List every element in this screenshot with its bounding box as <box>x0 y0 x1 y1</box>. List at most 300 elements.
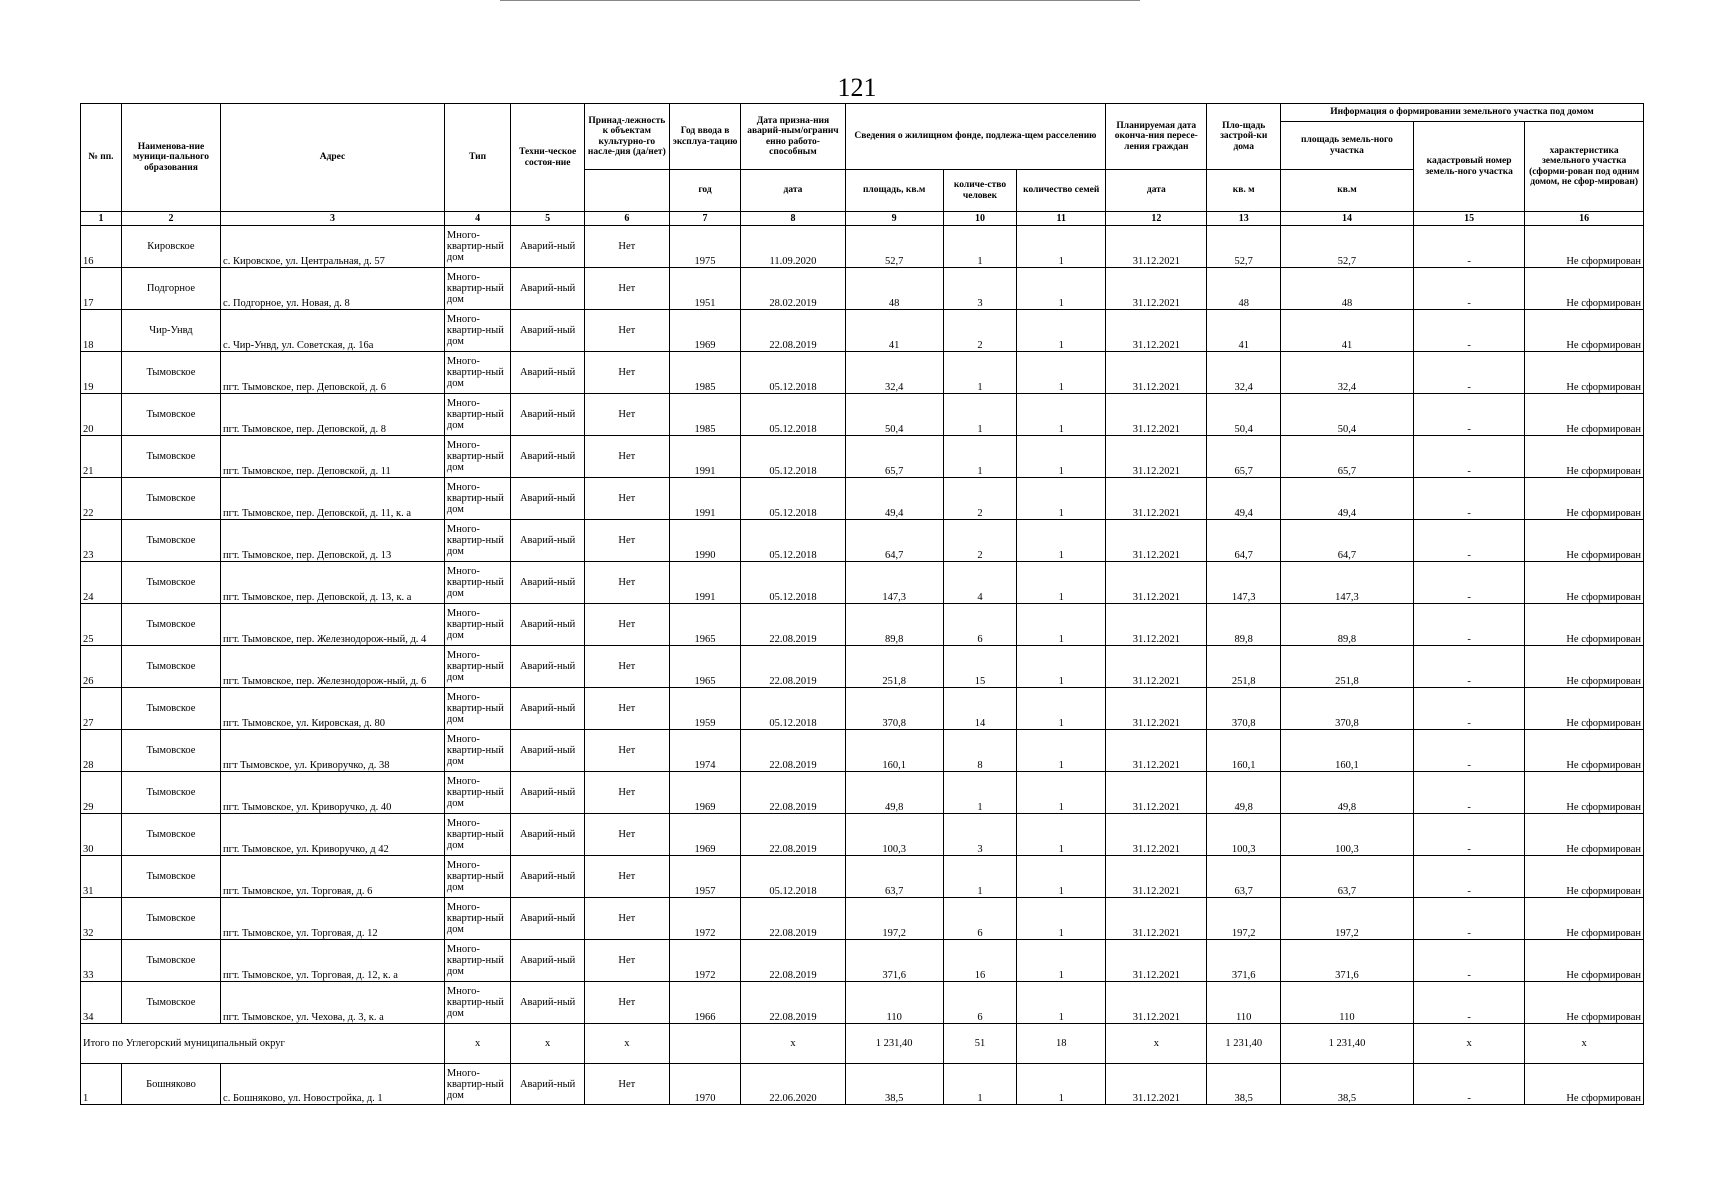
header-unit-sqm: кв. м <box>1207 170 1281 212</box>
cultural-heritage-cell: Нет <box>584 646 669 688</box>
building-type-cell: Много-квартир-ный дом <box>444 982 510 1024</box>
total-cultural: x <box>584 1024 669 1064</box>
people-count-cell: 2 <box>943 310 1017 352</box>
cultural-heritage-cell: Нет <box>584 226 669 268</box>
table-row <box>81 268 1644 310</box>
tech-state-cell: Аварий-ный <box>511 1064 585 1105</box>
family-count-cell: 1 <box>1017 856 1106 898</box>
table-body <box>81 226 1644 1105</box>
land-area-cell: 251,8 <box>1281 646 1414 688</box>
table-row <box>81 940 1644 982</box>
total-build-area: 1 231,40 <box>1207 1024 1281 1064</box>
build-area-cell: 49,8 <box>1207 772 1281 814</box>
area-cell: 50,4 <box>845 394 943 436</box>
planned-date-cell: 31.12.2021 <box>1106 646 1207 688</box>
header-unit-people: количе-ство человек <box>943 170 1017 212</box>
cultural-heritage-cell: Нет <box>584 814 669 856</box>
cadastral-number-cell: - <box>1413 226 1524 268</box>
year-cell: 1965 <box>669 604 741 646</box>
year-cell: 1990 <box>669 520 741 562</box>
cadastral-number-cell: - <box>1413 688 1524 730</box>
planned-date-cell: 31.12.2021 <box>1106 772 1207 814</box>
header-unit-date: дата <box>741 170 845 212</box>
year-cell: 1970 <box>669 1064 741 1105</box>
municipality-cell: Тымовское <box>121 520 220 562</box>
cadastral-number-cell: - <box>1413 814 1524 856</box>
emergency-date-cell: 22.08.2019 <box>741 898 845 940</box>
planned-date-cell: 31.12.2021 <box>1106 268 1207 310</box>
header-unit-families: количество семей <box>1017 170 1106 212</box>
cadastral-number-cell: - <box>1413 478 1524 520</box>
header-unit-cultural-tail <box>584 170 669 212</box>
area-cell: 63,7 <box>845 856 943 898</box>
cadastral-number-cell: - <box>1413 352 1524 394</box>
total-tech: x <box>511 1024 585 1064</box>
housing-table <box>80 103 1644 1105</box>
year-cell: 1991 <box>669 562 741 604</box>
address-cell: пгт. Тымовское, ул. Криворучко, д 42 <box>221 814 445 856</box>
address-cell: пгт. Тымовское, ул. Чехова, д. 3, к. а <box>221 982 445 1024</box>
land-characteristic-cell: Не сформирован <box>1525 1064 1644 1105</box>
header-tech-state: Техни-ческое состоя-ние <box>511 104 585 212</box>
cultural-heritage-cell: Нет <box>584 940 669 982</box>
column-number-row <box>81 212 1644 226</box>
planned-date-cell: 31.12.2021 <box>1106 436 1207 478</box>
family-count-cell: 1 <box>1017 352 1106 394</box>
land-characteristic-cell: Не сформирован <box>1525 646 1644 688</box>
area-cell: 147,3 <box>845 562 943 604</box>
emergency-date-cell: 22.08.2019 <box>741 646 845 688</box>
people-count-cell: 1 <box>943 352 1017 394</box>
column-number: 9 <box>845 212 943 226</box>
planned-date-cell: 31.12.2021 <box>1106 1064 1207 1105</box>
emergency-date-cell: 05.12.2018 <box>741 856 845 898</box>
building-type-cell: Много-квартир-ный дом <box>444 898 510 940</box>
header-housing-group: Сведения о жилищном фонде, подлежа-щем расселению <box>845 104 1106 170</box>
land-characteristic-cell: Не сформирован <box>1525 772 1644 814</box>
municipality-cell: Тымовское <box>121 814 220 856</box>
municipality-cell: Тымовское <box>121 394 220 436</box>
table-row <box>81 562 1644 604</box>
municipality-cell: Кировское <box>121 226 220 268</box>
table-row <box>81 982 1644 1024</box>
emergency-date-cell: 22.08.2019 <box>741 730 845 772</box>
row-number-cell: 33 <box>81 940 122 982</box>
total-label: Итого по Углегорский муниципальный округ <box>81 1024 445 1064</box>
planned-date-cell: 31.12.2021 <box>1106 730 1207 772</box>
table-row <box>81 604 1644 646</box>
land-characteristic-cell: Не сформирован <box>1525 856 1644 898</box>
building-type-cell: Много-квартир-ный дом <box>444 562 510 604</box>
cultural-heritage-cell: Нет <box>584 1064 669 1105</box>
cultural-heritage-cell: Нет <box>584 772 669 814</box>
land-characteristic-cell: Не сформирован <box>1525 562 1644 604</box>
cadastral-number-cell: - <box>1413 268 1524 310</box>
building-type-cell: Много-квартир-ный дом <box>444 646 510 688</box>
row-number-cell: 34 <box>81 982 122 1024</box>
column-number: 15 <box>1413 212 1524 226</box>
row-number-cell: 23 <box>81 520 122 562</box>
header-unit-date2: дата <box>1106 170 1207 212</box>
land-area-cell: 160,1 <box>1281 730 1414 772</box>
family-count-cell: 1 <box>1017 436 1106 478</box>
building-type-cell: Много-квартир-ный дом <box>444 814 510 856</box>
header-land-characteristic: характеристика земельного участка (сформи-рован под одним домом, не сфор-мирован) <box>1525 122 1644 212</box>
column-number: 1 <box>81 212 122 226</box>
land-characteristic-cell: Не сформирован <box>1525 436 1644 478</box>
column-number: 6 <box>584 212 669 226</box>
header-number: № пп. <box>81 104 122 212</box>
people-count-cell: 2 <box>943 520 1017 562</box>
land-area-cell: 147,3 <box>1281 562 1414 604</box>
column-number: 2 <box>121 212 220 226</box>
family-count-cell: 1 <box>1017 562 1106 604</box>
address-cell: пгт. Тымовское, пер. Деповской, д. 6 <box>221 352 445 394</box>
build-area-cell: 89,8 <box>1207 604 1281 646</box>
address-cell: пгт Тымовское, ул. Криворучко, д. 38 <box>221 730 445 772</box>
land-characteristic-cell: Не сформирован <box>1525 520 1644 562</box>
address-cell: с. Подгорное, ул. Новая, д. 8 <box>221 268 445 310</box>
land-area-cell: 49,4 <box>1281 478 1414 520</box>
emergency-date-cell: 05.12.2018 <box>741 352 845 394</box>
people-count-cell: 1 <box>943 1064 1017 1105</box>
family-count-cell: 1 <box>1017 982 1106 1024</box>
emergency-date-cell: 22.08.2019 <box>741 772 845 814</box>
building-type-cell: Много-квартир-ный дом <box>444 772 510 814</box>
emergency-date-cell: 22.08.2019 <box>741 604 845 646</box>
area-cell: 370,8 <box>845 688 943 730</box>
building-type-cell: Много-квартир-ный дом <box>444 730 510 772</box>
land-area-cell: 110 <box>1281 982 1414 1024</box>
build-area-cell: 50,4 <box>1207 394 1281 436</box>
tech-state-cell: Аварий-ный <box>511 730 585 772</box>
emergency-date-cell: 11.09.2020 <box>741 226 845 268</box>
build-area-cell: 49,4 <box>1207 478 1281 520</box>
row-number-cell: 19 <box>81 352 122 394</box>
table-row <box>81 520 1644 562</box>
row-number-cell: 28 <box>81 730 122 772</box>
table-row <box>81 478 1644 520</box>
building-type-cell: Много-квартир-ный дом <box>444 310 510 352</box>
header-cultural: Принад-лежность к объектам культурно-го насле-дия (да/нет) <box>584 104 669 170</box>
build-area-cell: 197,2 <box>1207 898 1281 940</box>
header-cadastral: кадастровый номер земель-ного участка <box>1413 122 1524 212</box>
tech-state-cell: Аварий-ный <box>511 940 585 982</box>
cadastral-number-cell: - <box>1413 730 1524 772</box>
header-type: Тип <box>444 104 510 212</box>
total-cadastral: x <box>1413 1024 1524 1064</box>
year-cell: 1969 <box>669 310 741 352</box>
people-count-cell: 6 <box>943 982 1017 1024</box>
tech-state-cell: Аварий-ный <box>511 436 585 478</box>
land-characteristic-cell: Не сформирован <box>1525 814 1644 856</box>
cadastral-number-cell: - <box>1413 646 1524 688</box>
table-row <box>81 1064 1644 1105</box>
cultural-heritage-cell: Нет <box>584 898 669 940</box>
tech-state-cell: Аварий-ный <box>511 478 585 520</box>
cadastral-number-cell: - <box>1413 772 1524 814</box>
emergency-date-cell: 22.08.2019 <box>741 982 845 1024</box>
row-number-cell: 29 <box>81 772 122 814</box>
area-cell: 38,5 <box>845 1064 943 1105</box>
area-cell: 100,3 <box>845 814 943 856</box>
tech-state-cell: Аварий-ный <box>511 394 585 436</box>
land-characteristic-cell: Не сформирован <box>1525 268 1644 310</box>
year-cell: 1965 <box>669 646 741 688</box>
row-number-cell: 24 <box>81 562 122 604</box>
table-row <box>81 310 1644 352</box>
total-land-characteristic: x <box>1525 1024 1644 1064</box>
address-cell: пгт. Тымовское, ул. Криворучко, д. 40 <box>221 772 445 814</box>
build-area-cell: 160,1 <box>1207 730 1281 772</box>
tech-state-cell: Аварий-ный <box>511 688 585 730</box>
emergency-date-cell: 22.06.2020 <box>741 1064 845 1105</box>
planned-date-cell: 31.12.2021 <box>1106 688 1207 730</box>
building-type-cell: Много-квартир-ный дом <box>444 394 510 436</box>
municipality-cell: Бошняково <box>121 1064 220 1105</box>
header-land-group: Информация о формировании земельного участка под домом <box>1281 104 1644 122</box>
header-unit-year: год <box>669 170 741 212</box>
cadastral-number-cell: - <box>1413 856 1524 898</box>
header-unit-area: площадь, кв.м <box>845 170 943 212</box>
cadastral-number-cell: - <box>1413 562 1524 604</box>
build-area-cell: 52,7 <box>1207 226 1281 268</box>
year-cell: 1985 <box>669 352 741 394</box>
planned-date-cell: 31.12.2021 <box>1106 520 1207 562</box>
table-row <box>81 856 1644 898</box>
area-cell: 52,7 <box>845 226 943 268</box>
people-count-cell: 1 <box>943 226 1017 268</box>
row-number-cell: 18 <box>81 310 122 352</box>
total-people: 51 <box>943 1024 1017 1064</box>
cadastral-number-cell: - <box>1413 436 1524 478</box>
land-characteristic-cell: Не сформирован <box>1525 730 1644 772</box>
address-cell: пгт. Тымовское, пер. Деповской, д. 11, к. а <box>221 478 445 520</box>
build-area-cell: 370,8 <box>1207 688 1281 730</box>
column-number: 4 <box>444 212 510 226</box>
header-unit-sqm2: кв.м <box>1281 170 1414 212</box>
table-row <box>81 730 1644 772</box>
build-area-cell: 48 <box>1207 268 1281 310</box>
tech-state-cell: Аварий-ный <box>511 352 585 394</box>
tech-state-cell: Аварий-ный <box>511 604 585 646</box>
planned-date-cell: 31.12.2021 <box>1106 352 1207 394</box>
family-count-cell: 1 <box>1017 898 1106 940</box>
area-cell: 371,6 <box>845 940 943 982</box>
build-area-cell: 251,8 <box>1207 646 1281 688</box>
building-type-cell: Много-квартир-ный дом <box>444 226 510 268</box>
planned-date-cell: 31.12.2021 <box>1106 226 1207 268</box>
column-number: 7 <box>669 212 741 226</box>
row-number-cell: 30 <box>81 814 122 856</box>
people-count-cell: 2 <box>943 478 1017 520</box>
family-count-cell: 1 <box>1017 310 1106 352</box>
build-area-cell: 147,3 <box>1207 562 1281 604</box>
building-type-cell: Много-квартир-ный дом <box>444 688 510 730</box>
year-cell: 1991 <box>669 478 741 520</box>
year-cell: 1969 <box>669 814 741 856</box>
land-area-cell: 48 <box>1281 268 1414 310</box>
cadastral-number-cell: - <box>1413 1064 1524 1105</box>
cultural-heritage-cell: Нет <box>584 562 669 604</box>
address-cell: с. Чир-Унвд, ул. Советская, д. 16а <box>221 310 445 352</box>
emergency-date-cell: 22.08.2019 <box>741 814 845 856</box>
address-cell: пгт. Тымовское, пер. Деповской, д. 11 <box>221 436 445 478</box>
people-count-cell: 3 <box>943 268 1017 310</box>
build-area-cell: 110 <box>1207 982 1281 1024</box>
emergency-date-cell: 05.12.2018 <box>741 688 845 730</box>
area-cell: 89,8 <box>845 604 943 646</box>
row-number-cell: 1 <box>81 1064 122 1105</box>
land-characteristic-cell: Не сформирован <box>1525 310 1644 352</box>
people-count-cell: 16 <box>943 940 1017 982</box>
build-area-cell: 41 <box>1207 310 1281 352</box>
header-emergency-date: Дата призна-ния аварий-ным/огранич енно работо-способным <box>741 104 845 170</box>
area-cell: 49,4 <box>845 478 943 520</box>
area-cell: 48 <box>845 268 943 310</box>
municipality-cell: Чир-Унвд <box>121 310 220 352</box>
building-type-cell: Много-квартир-ный дом <box>444 940 510 982</box>
planned-date-cell: 31.12.2021 <box>1106 478 1207 520</box>
land-area-cell: 64,7 <box>1281 520 1414 562</box>
planned-date-cell: 31.12.2021 <box>1106 898 1207 940</box>
building-type-cell: Много-квартир-ный дом <box>444 604 510 646</box>
cadastral-number-cell: - <box>1413 898 1524 940</box>
column-number: 5 <box>511 212 585 226</box>
header-address: Адрес <box>221 104 445 212</box>
family-count-cell: 1 <box>1017 940 1106 982</box>
area-cell: 49,8 <box>845 772 943 814</box>
planned-date-cell: 31.12.2021 <box>1106 856 1207 898</box>
table-row <box>81 688 1644 730</box>
year-cell: 1951 <box>669 268 741 310</box>
family-count-cell: 1 <box>1017 814 1106 856</box>
tech-state-cell: Аварий-ный <box>511 310 585 352</box>
header-planned-date: Планируемая дата оконча-ния пересе-ления граждан <box>1106 104 1207 170</box>
area-cell: 110 <box>845 982 943 1024</box>
municipality-cell: Тымовское <box>121 688 220 730</box>
people-count-cell: 1 <box>943 394 1017 436</box>
column-number: 3 <box>221 212 445 226</box>
year-cell: 1959 <box>669 688 741 730</box>
row-number-cell: 22 <box>81 478 122 520</box>
address-cell: пгт. Тымовское, пер. Деповской, д. 13 <box>221 520 445 562</box>
table-row <box>81 436 1644 478</box>
address-cell: пгт. Тымовское, ул. Торговая, д. 12, к. а <box>221 940 445 982</box>
column-number: 13 <box>1207 212 1281 226</box>
building-type-cell: Много-квартир-ный дом <box>444 268 510 310</box>
build-area-cell: 63,7 <box>1207 856 1281 898</box>
cultural-heritage-cell: Нет <box>584 730 669 772</box>
municipality-cell: Тымовское <box>121 730 220 772</box>
family-count-cell: 1 <box>1017 646 1106 688</box>
planned-date-cell: 31.12.2021 <box>1106 940 1207 982</box>
land-area-cell: 100,3 <box>1281 814 1414 856</box>
address-cell: пгт. Тымовское, ул. Кировская, д. 80 <box>221 688 445 730</box>
address-cell: пгт. Тымовское, пер. Деповской, д. 13, к. а <box>221 562 445 604</box>
people-count-cell: 6 <box>943 604 1017 646</box>
cultural-heritage-cell: Нет <box>584 856 669 898</box>
tech-state-cell: Аварий-ный <box>511 646 585 688</box>
building-type-cell: Много-квартир-ный дом <box>444 520 510 562</box>
cultural-heritage-cell: Нет <box>584 394 669 436</box>
cultural-heritage-cell: Нет <box>584 688 669 730</box>
column-number: 14 <box>1281 212 1414 226</box>
cadastral-number-cell: - <box>1413 520 1524 562</box>
address-cell: пгт. Тымовское, пер. Деповской, д. 8 <box>221 394 445 436</box>
cultural-heritage-cell: Нет <box>584 982 669 1024</box>
column-number: 11 <box>1017 212 1106 226</box>
total-planned-date: x <box>1106 1024 1207 1064</box>
land-area-cell: 89,8 <box>1281 604 1414 646</box>
header-municipality: Наименова-ние муници-пального образования <box>121 104 220 212</box>
land-characteristic-cell: Не сформирован <box>1525 898 1644 940</box>
area-cell: 41 <box>845 310 943 352</box>
build-area-cell: 64,7 <box>1207 520 1281 562</box>
family-count-cell: 1 <box>1017 520 1106 562</box>
column-number: 16 <box>1525 212 1644 226</box>
cadastral-number-cell: - <box>1413 940 1524 982</box>
people-count-cell: 1 <box>943 436 1017 478</box>
row-number-cell: 31 <box>81 856 122 898</box>
row-number-cell: 17 <box>81 268 122 310</box>
municipality-cell: Тымовское <box>121 898 220 940</box>
planned-date-cell: 31.12.2021 <box>1106 814 1207 856</box>
emergency-date-cell: 22.08.2019 <box>741 940 845 982</box>
land-characteristic-cell: Не сформирован <box>1525 226 1644 268</box>
land-area-cell: 63,7 <box>1281 856 1414 898</box>
municipality-cell: Тымовское <box>121 562 220 604</box>
land-area-cell: 50,4 <box>1281 394 1414 436</box>
municipality-cell: Тымовское <box>121 604 220 646</box>
tech-state-cell: Аварий-ный <box>511 226 585 268</box>
top-scan-line <box>500 0 1140 1</box>
municipality-cell: Подгорное <box>121 268 220 310</box>
row-number-cell: 25 <box>81 604 122 646</box>
table-header <box>81 104 1644 226</box>
row-number-cell: 26 <box>81 646 122 688</box>
build-area-cell: 32,4 <box>1207 352 1281 394</box>
municipality-cell: Тымовское <box>121 856 220 898</box>
family-count-cell: 1 <box>1017 268 1106 310</box>
area-cell: 160,1 <box>845 730 943 772</box>
row-number-cell: 20 <box>81 394 122 436</box>
land-characteristic-cell: Не сформирован <box>1525 394 1644 436</box>
address-cell: пгт. Тымовское, ул. Торговая, д. 6 <box>221 856 445 898</box>
address-cell: с. Бошняково, ул. Новостройка, д. 1 <box>221 1064 445 1105</box>
column-number: 10 <box>943 212 1017 226</box>
table-row <box>81 352 1644 394</box>
land-area-cell: 41 <box>1281 310 1414 352</box>
family-count-cell: 1 <box>1017 772 1106 814</box>
family-count-cell: 1 <box>1017 604 1106 646</box>
table-row <box>81 646 1644 688</box>
family-count-cell: 1 <box>1017 226 1106 268</box>
address-cell: пгт. Тымовское, пер. Железнодорож-ный, д. 6 <box>221 646 445 688</box>
tech-state-cell: Аварий-ный <box>511 772 585 814</box>
total-date: x <box>741 1024 845 1064</box>
table-row <box>81 394 1644 436</box>
planned-date-cell: 31.12.2021 <box>1106 604 1207 646</box>
land-area-cell: 38,5 <box>1281 1064 1414 1105</box>
land-characteristic-cell: Не сформирован <box>1525 352 1644 394</box>
tech-state-cell: Аварий-ный <box>511 814 585 856</box>
cultural-heritage-cell: Нет <box>584 352 669 394</box>
planned-date-cell: 31.12.2021 <box>1106 394 1207 436</box>
people-count-cell: 4 <box>943 562 1017 604</box>
cadastral-number-cell: - <box>1413 310 1524 352</box>
table-row <box>81 226 1644 268</box>
